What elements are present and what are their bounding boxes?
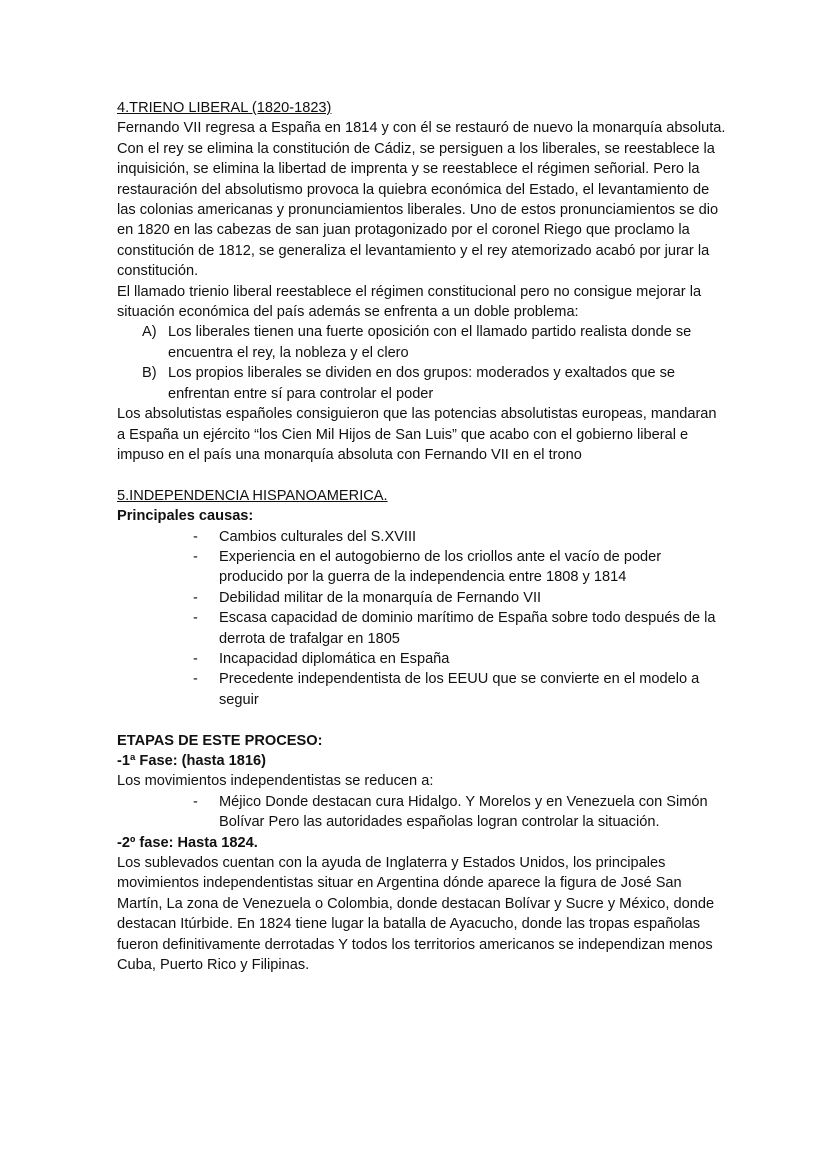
- list-marker: -: [193, 793, 198, 810]
- list-item: [117, 669, 728, 710]
- list-item: [117, 527, 728, 547]
- section-4-heading: 4.TRIENO LIBERAL (1820-1823): [117, 100, 332, 116]
- section-5-heading: 5.INDEPENDENCIA HISPANOAMERICA.: [117, 487, 388, 504]
- section-4-list: [117, 322, 728, 404]
- causes-label: Principales causas:: [117, 508, 254, 525]
- list-marker: B): [142, 365, 157, 382]
- phase-1-list: [117, 792, 728, 833]
- section-4-paragraph-3: Los absolutistas españoles consiguieron que las potencias absolutistas europeas, mandaran a España un ejército “los Cien Mil Hijos de San Luis” que acabo con el gobierno liberal e impuso en el país una monarquía absoluta con Fernando VII en el trono: [117, 406, 717, 463]
- list-marker: -: [193, 528, 198, 545]
- list-item: [117, 608, 728, 649]
- list-marker: A): [142, 324, 157, 341]
- list-marker: -: [193, 548, 198, 565]
- list-item-text: Méjico Donde destacan cura Hidalgo. Y Morelos y en Venezuela con Simón Bolívar Pero las autoridades españolas logran controlar la situación.: [219, 793, 708, 831]
- list-item-text: Escasa capacidad de dominio marítimo de España sobre todo después de la derrota de trafalgar en 1805: [219, 610, 716, 647]
- list-item: [117, 363, 728, 404]
- list-item: [117, 588, 728, 608]
- phase-2-text: Los sublevados cuentan con la ayuda de Inglaterra y Estados Unidos, los principales movimientos independentistas situar en Argentina dónde aparece la figura de José San Martín, La zona de Venezuela o Colombia, donde destacan Bolívar y Sucre y México, donde destacan Itúrbide. En 1824 tiene lugar la batalla de Ayacucho, donde las tropas españolas fueron definitivamente derrotadas Y todos los territorios americanos se independizan menos Cuba, Puerto Rico y Filipinas.: [117, 855, 715, 974]
- section-gap: [117, 710, 728, 730]
- list-item-text: Experiencia en el autogobierno de los criollos ante el vacío de poder producido por la guerra de la independencia entre 1808 y 1814: [219, 548, 662, 586]
- list-item: [117, 547, 728, 588]
- list-item-text: Cambios culturales del S.XVIII: [219, 528, 417, 545]
- list-marker: -: [193, 610, 198, 627]
- list-item-text: Los propios liberales se dividen en dos grupos: moderados y exaltados que se enfrentan entre sí para controlar el poder: [168, 365, 676, 402]
- phase-1-label: -1ª Fase: (hasta 1816): [117, 752, 266, 769]
- list-marker: -: [193, 650, 198, 667]
- stages-heading: ETAPAS DE ESTE PROCESO:: [117, 732, 323, 749]
- list-item: [117, 649, 728, 669]
- list-item: [117, 792, 728, 833]
- list-item-text: Incapacidad diplomática en España: [219, 650, 450, 667]
- section-4-paragraph-2: El llamado trienio liberal reestablece el régimen constitucional pero no consigue mejorar la situación económica del país además se enfrenta a un doble problema:: [117, 283, 702, 321]
- section-gap: [117, 465, 728, 485]
- section-4-paragraph-1: Fernando VII regresa a España en 1814 y con él se restauró de nuevo la monarquía absoluta. Con el rey se elimina la constitución de Cádiz, se persiguen a los liberales, se reestablece la inquisición, se elimina la libertad de imprenta y se reestablece el régimen señorial. Pero la restauración del absolutismo provoca la quiebra económica del Estado, el levantamiento de las colonias americanas y pronunciamientos liberales. Uno de estos pronunciamientos se dio en 1820 en las cabezas de san juan protagonizado por el coronel Riego que proclamo la constitución de 1812, se generaliza el levantamiento y el rey atemorizado acabó por jurar la constitución.: [117, 120, 726, 280]
- list-item-text: Debilidad militar de la monarquía de Fernando VII: [219, 589, 542, 606]
- list-item-text: Precedente independentista de los EEUU que se convierte en el modelo a seguir: [219, 671, 700, 708]
- list-item-text: Los liberales tienen una fuerte oposición con el llamado partido realista donde se encuentra el rey, la nobleza y el clero: [168, 324, 692, 361]
- list-marker: -: [193, 589, 198, 606]
- list-marker: -: [193, 671, 198, 688]
- causes-list: [117, 527, 728, 711]
- list-item: [117, 322, 728, 363]
- phase-2-label: -2º fase: Hasta 1824.: [117, 834, 258, 851]
- phase-1-intro: Los movimientos independentistas se reducen a:: [117, 773, 434, 790]
